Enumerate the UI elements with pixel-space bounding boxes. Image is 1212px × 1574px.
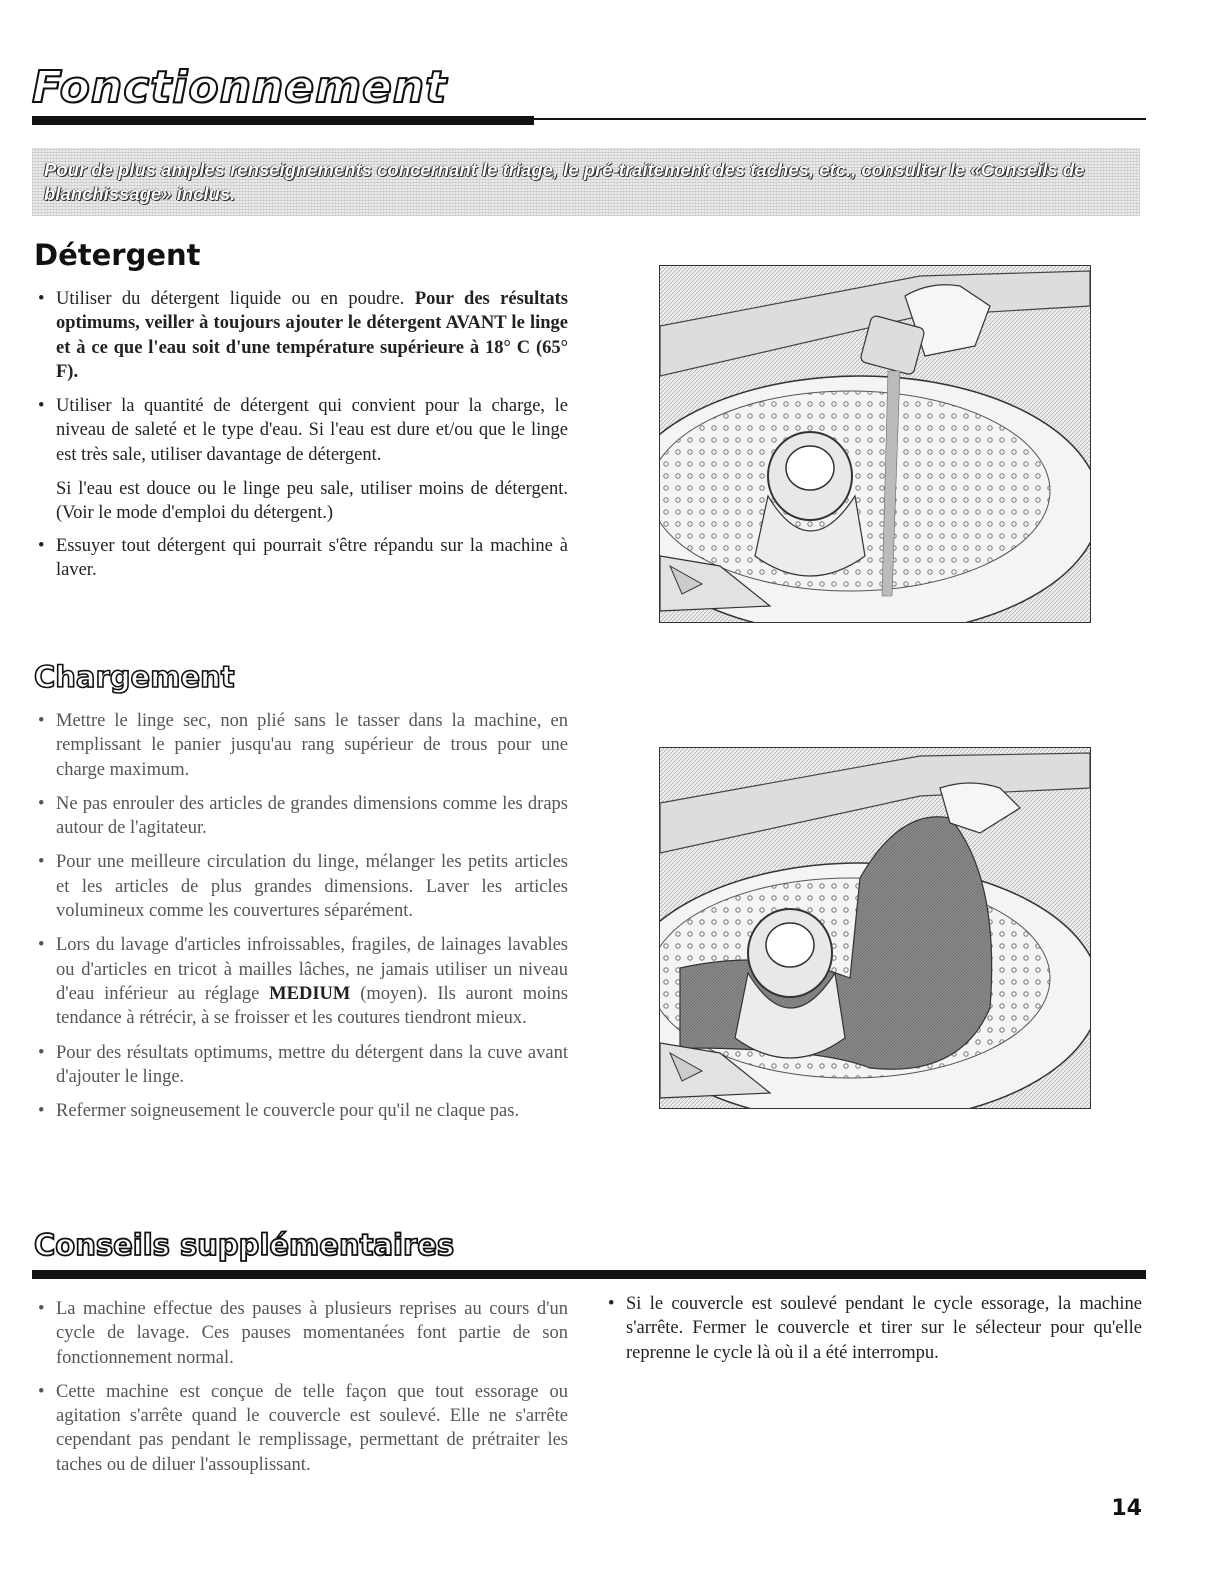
list-item: [34, 850, 568, 923]
conseils-item-text: La machine effectue des pauses à plusieurs reprises au cours d'un cycle de lavage. Ces pauses momentanées font partie de son fonctionnement normal.: [56, 1299, 568, 1368]
bullet-icon: •: [38, 711, 45, 731]
chargement-heading: Chargement: [34, 660, 235, 694]
medium-setting-label: MEDIUM: [269, 983, 351, 1004]
page-title: Fonctionnement: [32, 62, 448, 113]
list-item: [34, 534, 568, 583]
chargement-item-text: Ne pas enrouler des articles de grandes dimensions comme les draps autour de l'agitateur.: [56, 793, 568, 839]
bullet-icon: •: [38, 535, 45, 556]
page-number: 14: [1111, 1496, 1142, 1521]
list-item: [604, 1292, 1142, 1365]
title-rule-thin: [534, 118, 1146, 120]
conseils-item-text: Si le couvercle est soulevé pendant le cycle essorage, la machine s'arrête. Fermer le couvercle et tirer sur le sélecteur pour qu'elle reprenne le cycle là où il a été interrompu.: [626, 1294, 1142, 1363]
bullet-icon: •: [38, 1299, 45, 1319]
detergent-bullet-2-text: Utiliser la quantité de détergent qui convient pour la charge, le niveau de saleté et le type d'eau. Si l'eau est dure et/ou que le linge est très sale, utiliser davantage de détergent.: [56, 396, 568, 465]
detergent-bullet-1-bold: Pour des résultats optimums, veiller à toujours ajouter le détergent AVANT le linge et à ce que l'eau soit d'une température supérieure à 18° C (65° F).: [56, 289, 568, 382]
list-item: [34, 1380, 568, 1477]
conseils-heading: Conseils supplémentaires: [34, 1228, 455, 1262]
chargement-item-text: Mettre le linge sec, non plié sans le tasser dans la machine, en remplissant le panier jusqu'au rang supérieur de trous pour une charge maximum.: [56, 711, 568, 780]
detergent-bullet-3-text: Essuyer tout détergent qui pourrait s'être répandu sur la machine à laver.: [56, 535, 568, 580]
agitator-cap: [766, 923, 814, 967]
conseils-right-column: [604, 1292, 1142, 1375]
list-item: [34, 1297, 568, 1370]
conseils-item-text: Cette machine est conçue de telle façon que tout essorage ou agitation s'arrête quand le couvercle est soulevé. Elle ne s'arrête cependant pas pendant le remplissage, permettant de prétraiter les taches ou de diluer l'assouplissant.: [56, 1381, 568, 1475]
chargement-item-4-text-a: Lors du lavage d'articles infroissables, fragiles, de lainages lavables ou d'articles en tricot à mailles lâches, ne jamais utiliser un niveau d'eau inférieur au réglage: [56, 935, 568, 1004]
info-note: Pour de plus amples renseignements concernant le triage, le pré-traitement des taches, etc., consulter le «Conseils de blanchissage» inclus.: [32, 148, 1140, 216]
washer-loading-illustration: [659, 747, 1091, 1109]
bullet-icon: •: [608, 1294, 615, 1314]
chargement-item-text: Pour une meilleure circulation du linge, mélanger les petits articles et les articles de plus grandes dimensions. Laver les articles volumineux comme les couvertures séparément.: [56, 852, 568, 922]
list-item: [34, 709, 568, 782]
conseils-left-column: [34, 1297, 568, 1487]
bullet-icon: •: [38, 935, 45, 956]
chargement-section: [34, 709, 568, 1133]
list-item: [34, 287, 568, 384]
bullet-icon: •: [38, 396, 45, 417]
bullet-icon: •: [38, 852, 45, 873]
chargement-item-text: Pour des résultats optimums, mettre du détergent dans la cuve avant d'ajouter le linge.: [56, 1042, 568, 1087]
conseils-rule: [32, 1270, 1146, 1279]
detergent-bullet-2-paragraph: Si l'eau est douce ou le linge peu sale, utiliser moins de détergent. (Voir le mode d'emploi du détergent.): [56, 479, 568, 524]
bullet-icon: •: [38, 793, 45, 814]
list-item: [34, 394, 568, 467]
title-rule-thick: [32, 116, 534, 125]
bullet-icon: •: [38, 1042, 45, 1063]
list-item: [34, 1099, 568, 1123]
detergent-section: [34, 287, 568, 592]
washer-detergent-drawing: [660, 266, 1090, 622]
bullet-icon: •: [38, 1381, 45, 1402]
chargement-item-text: Refermer soigneusement le couvercle pour qu'il ne claque pas.: [56, 1101, 520, 1122]
agitator-cap: [786, 446, 834, 490]
list-item: [34, 792, 568, 841]
washer-detergent-illustration: [659, 265, 1091, 623]
bullet-icon: •: [38, 1101, 45, 1122]
list-item: [34, 933, 568, 1030]
washer-loading-drawing: [660, 748, 1090, 1108]
detergent-heading: Détergent: [34, 238, 201, 272]
chargement-item-4-text-b: (moyen). Ils auront moins tendance à rétrécir, à se froisser et les coutures tiendront mieux.: [56, 983, 568, 1029]
list-item: [34, 1041, 568, 1090]
detergent-bullet-1-text: Utiliser du détergent liquide ou en poudre.: [56, 289, 415, 309]
bullet-icon: •: [38, 289, 45, 309]
